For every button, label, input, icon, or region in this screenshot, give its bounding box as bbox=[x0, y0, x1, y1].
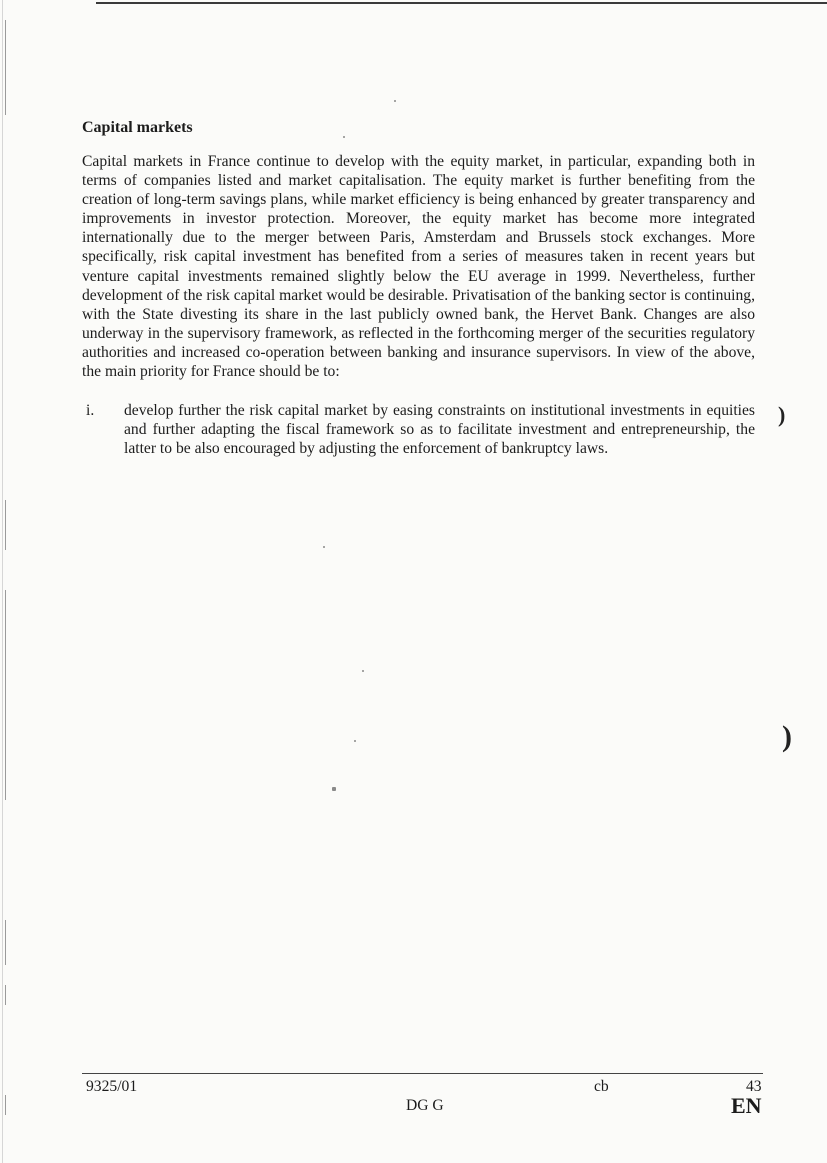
top-rule bbox=[96, 2, 827, 4]
scan-speck bbox=[394, 100, 396, 102]
scan-margin-mark bbox=[5, 590, 6, 800]
scan-speck bbox=[332, 787, 336, 791]
bracket-mark: ) bbox=[782, 720, 792, 753]
scan-margin-mark bbox=[5, 920, 6, 965]
scan-speck bbox=[343, 136, 345, 138]
footer-page-number: 43 bbox=[746, 1078, 762, 1095]
footer-doc-number: 9325/01 bbox=[86, 1078, 138, 1095]
scan-margin-mark bbox=[5, 20, 6, 115]
scan-speck bbox=[323, 546, 325, 548]
scan-margin-mark bbox=[5, 500, 6, 550]
scan-speck bbox=[354, 740, 356, 742]
list-marker: i. bbox=[86, 402, 95, 419]
body-paragraph: Capital markets in France continue to develop with the equity market, in particular, expanding both in terms of companies listed and market capitalisation. The equity market is further benefiting from the creation of long-term savings plans, while market efficiency is being enhanced by greater transparency and improvements in investor protection. Moreover, the equity market has become more integrated internationally due to the merger between Paris, Amsterdam and Brussels stock exchanges. More specifically, risk capital investment has benefited from a series of measures taken in recent years but venture capital investments remained slightly below the EU average in 1999. Nevertheless, further development of the risk capital market would be desirable. Privatisation of the banking sector is continuing, with the State divesting its share in the last publicly owned bank, the Hervet Bank. Changes are also underway in the supervisory framework, as reflected in the forthcoming merger of the securities regulatory authorities and increased co-operation between banking and insurance supervisors. In view of the above, the main priority for France should be to: bbox=[82, 153, 755, 381]
footer-directorate: DG G bbox=[406, 1097, 444, 1114]
scan-speck bbox=[362, 670, 364, 672]
scan-margin-mark bbox=[5, 1095, 6, 1115]
scan-margin-mark bbox=[5, 985, 6, 1005]
footer-language: EN bbox=[731, 1093, 762, 1118]
footer-initials: cb bbox=[594, 1078, 609, 1095]
footer-rule bbox=[82, 1073, 763, 1074]
scan-left-edge bbox=[2, 0, 3, 1163]
bracket-mark: ) bbox=[778, 402, 786, 427]
list-item-text: develop further the risk capital market by easing constraints on institutional investments in equities and further adapting the fiscal framework so as to facilitate investment and entrepreneurship, the latter to be also encouraged by adjusting the enforcement of bankruptcy laws. bbox=[124, 402, 755, 458]
section-heading: Capital markets bbox=[82, 119, 193, 136]
